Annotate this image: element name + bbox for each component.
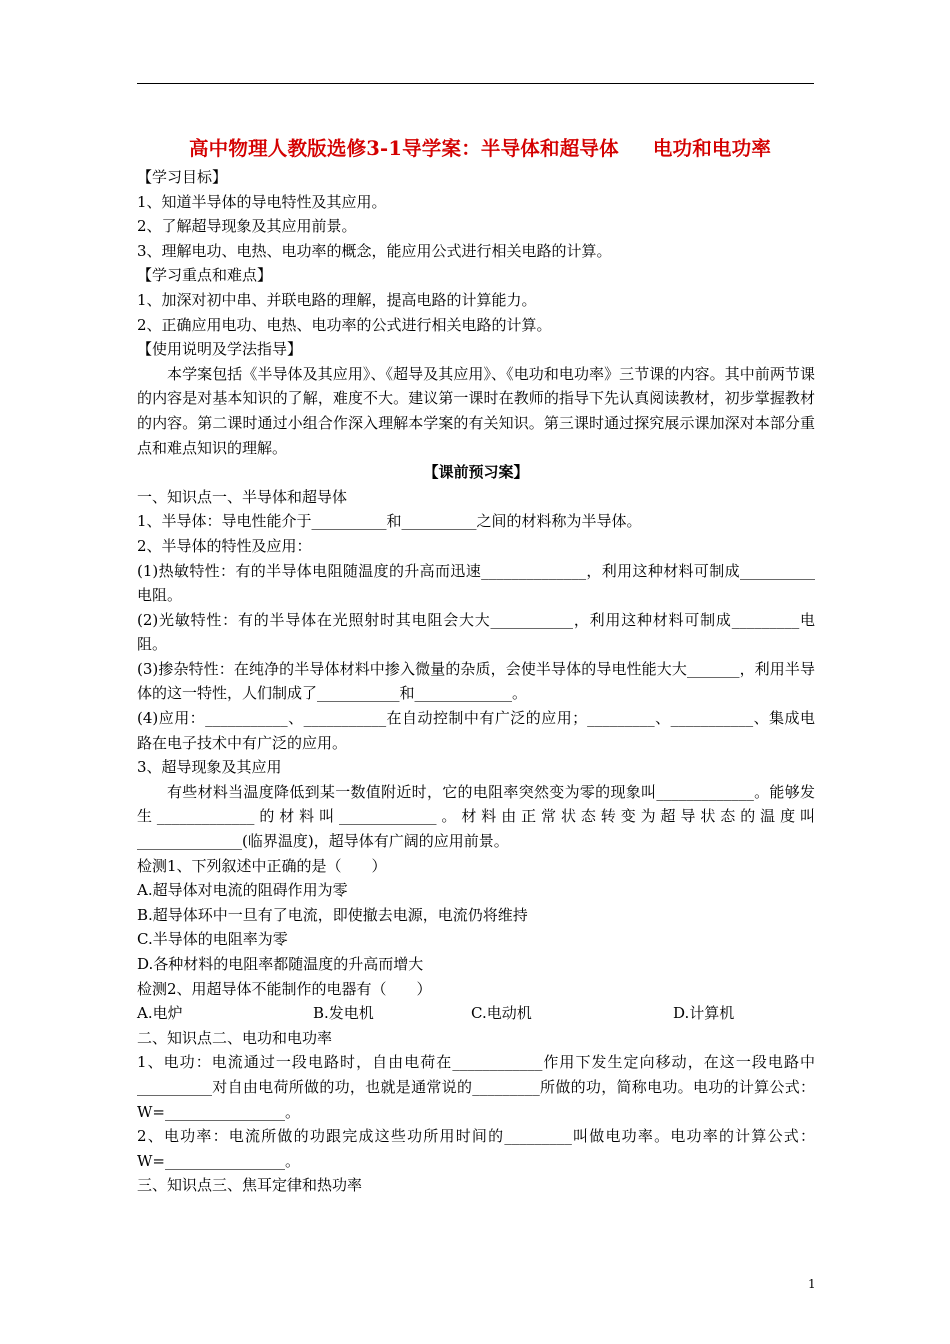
- text-line: 检测2、用超导体不能制作的电器有（ ）: [137, 979, 432, 998]
- text-line: 检测1、下列叙述中正确的是（ ）: [137, 856, 387, 875]
- text-line: D.各种材料的电阻率都随温度的升高而增大: [137, 955, 424, 973]
- text-line: 一、知识点一、半导体和超导体: [137, 487, 348, 506]
- text-line: 【课前预习案】: [423, 463, 529, 482]
- section-part1: [137, 165, 815, 1001]
- text-line: 3、超导现象及其应用: [137, 758, 282, 777]
- text-line: 【学习目标】: [137, 168, 228, 186]
- text-line: (4)应用：___________、___________在自动控制中有广泛的应用；_________、___________、集成电路在电子技术中有广泛的应用。: [137, 709, 815, 752]
- title-sub: 电功和电功率: [652, 137, 772, 160]
- text-line: (3)掺杂特性：在纯净的半导体材料中掺入微量的杂质，会使半导体的导电性能大大_______，利用半导体的这一特性，人们制成了___________和_____________。: [137, 659, 815, 703]
- text-line: 有些材料当温度降低到某一数值附近时，它的电阻率突然变为零的现象叫_____________。能够发生_____________的材料叫_____________。材料由正常状态转变为超导状态的温度叫______________(临界温度)，超导体有广阔的应用前景。: [137, 782, 815, 851]
- option-c: C.电动机: [471, 1004, 532, 1023]
- option-d: D.计算机: [673, 1004, 735, 1023]
- text-line: 1、知道半导体的导电特性及其应用。: [137, 192, 387, 211]
- text-line: 1、电功：电流通过一段电路时，自由电荷在____________作用下发生定向移动，在这一段电路中__________对自由电荷所做的功，也就是通常说的_________所做的功，简称电功。电功的计算公式：W=________________。: [137, 1053, 815, 1121]
- document-title: [137, 134, 823, 164]
- title-main: 高中物理人教版选修3-1导学案：半导体和超导体: [188, 137, 619, 160]
- text-line: (2)光敏特性：有的半导体在光照射时其电阻会大大___________，利用这种材料可制成_________电阻。: [137, 610, 815, 654]
- check2-options: [137, 1001, 815, 1026]
- text-line: (1)热敏特性：有的半导体电阻随温度的升高而迅速______________，利用这种材料可制成__________电阻。: [137, 561, 815, 605]
- section-part2: [137, 1026, 815, 1198]
- text-line: 1、半导体：导电性能介于__________和__________之间的材料称为半导体。: [137, 512, 642, 531]
- option-b: B.发电机: [313, 1004, 374, 1023]
- text-line: 2、了解超导现象及其应用前景。: [137, 217, 357, 236]
- text-line: 【使用说明及学法指导】: [137, 340, 303, 359]
- text-line: C.半导体的电阻率为零: [137, 930, 288, 949]
- text-line: 2、电功率：电流所做的功跟完成这些功所用时间的_________叫做电功率。电功率的计算公式：W=________________。: [137, 1127, 815, 1170]
- text-line: 1、加深对初中串、并联电路的理解，提高电路的计算能力。: [137, 290, 537, 309]
- text-line: B.超导体环中一旦有了电流，即使撤去电源，电流仍将维持: [137, 905, 528, 924]
- text-line: 3、理解电功、电热、电功率的概念，能应用公式进行相关电路的计算。: [137, 241, 612, 260]
- page-number: 1: [808, 1277, 816, 1291]
- text-line: 三、知识点三、焦耳定律和热功率: [137, 1176, 363, 1195]
- text-line: 二、知识点二、电功和电功率: [137, 1028, 333, 1047]
- text-line: 【学习重点和难点】: [137, 266, 273, 285]
- text-line: 2、正确应用电功、电热、电功率的公式进行相关电路的计算。: [137, 315, 552, 334]
- header-rule: [137, 83, 814, 84]
- document-body: [137, 134, 815, 1198]
- text-line: 2、半导体的特性及应用：: [137, 536, 312, 555]
- option-a: A.电炉: [137, 1004, 183, 1023]
- text-line: A.超导体对电流的阻碍作用为零: [137, 881, 348, 900]
- text-line: 本学案包括《半导体及其应用》、《超导及其应用》、《电功和电功率》三节课的内容。其中前两节课的内容是对基本知识的了解，难度不大。建议第一课时在教师的指导下先认真阅读教材，初步掌握教材的内容。第二课时通过小组合作深入理解本学案的有关知识。第三课时通过探究展示课加深对本部分重点和难点知识的理解。: [137, 364, 815, 457]
